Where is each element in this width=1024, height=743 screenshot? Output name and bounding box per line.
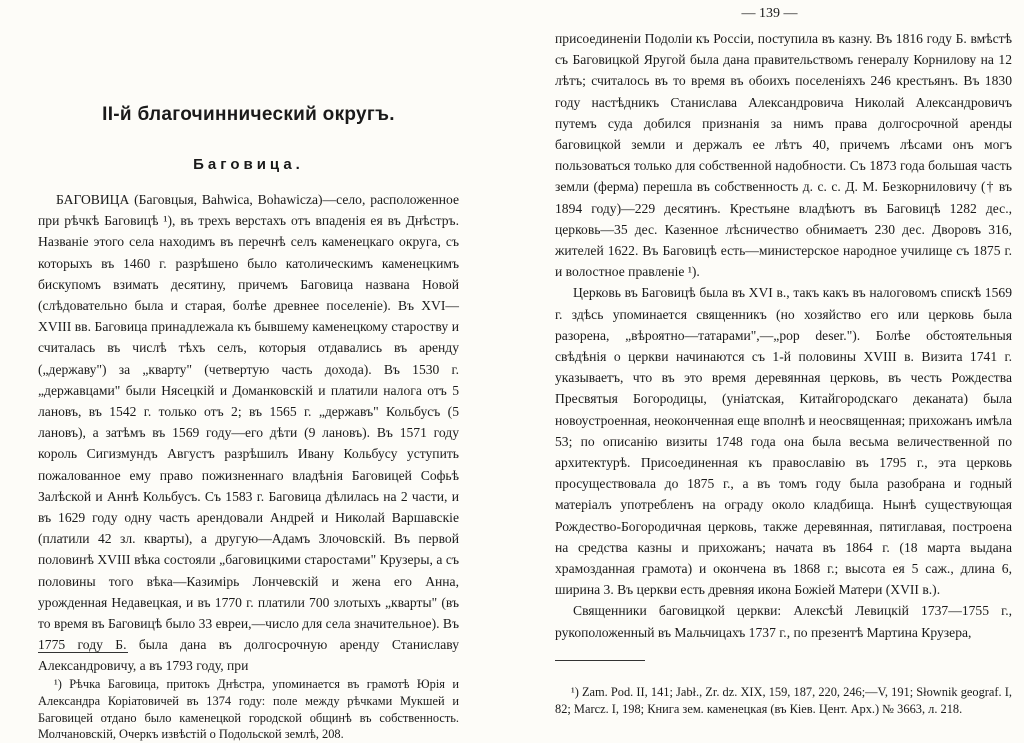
- section-heading: II-й благочиннический округъ.: [102, 104, 395, 125]
- right-page: [515, 0, 1024, 716]
- right-footnote: ¹) Zam. Pod. II, 141; Jabł., Zr. dz. XIX, 159, 187, 220, 246;—V, 191; Słownik geograf. I, 82; Marcz. I, 198; Книга зем. каменецкая (въ Кіев. Цент. Арх.) № 3663, л. 218.: [555, 685, 1012, 716]
- right-body-paragraph-1: присоединеніи Подоліи къ Россіи, поступила въ казну. Въ 1816 году Б. вмѣстѣ съ Баговицкой Яругой была дана правительствомъ генералу Корнилову на 12 лѣтъ; считалось въ то время въ обоихъ поселеніяхъ 246 крестьянъ. Въ 1830 году настѣдникъ Станислава Александровича Николай Александровичъ путемъ суда добился признанія за нимъ права долгосрочной аренды баговицкой земли и держалъ ее лѣтъ 40, причемъ лѣсами онъ могъ пользоваться только для собственной надобности. Съ 1873 года большая часть земли (ферма) перешла въ собственность д. с. с. Д. М. Безкорниловичу († въ 1894 году)—229 десятинъ. Крестьяне владѣютъ въ Баговицѣ 1282 дес., церковь—35 дес. Казенное лѣсничество обнимаетъ 230 дес. Дворовъ 316, жителей 1622. Въ Баговицѣ есть—министерское народное училище съ 1875 г. и волостное правленіе ¹).: [555, 31, 1012, 280]
- page-number: — 139 —: [741, 6, 798, 21]
- footnote-rule: [555, 660, 645, 661]
- village-heading: Баговица.: [193, 156, 304, 173]
- footnote-rule: [38, 652, 128, 653]
- left-footnote: ¹) Рѣчка Баговица, притокъ Днѣстра, упоминается въ грамотѣ Юрія и Александра Коріатовичей въ 1374 году: поле между рѣчками Мукшей и Баговицей отдано было каменецкой городской общинѣ въ собственность. Молчановскій, Очеркъ извѣстій о Подольской землѣ, 208.: [38, 677, 459, 742]
- left-body-text: БАГОВИЦА (Баговцыя, Bahwica, Bohawicza)—село, расположенное при рѣчкѣ Баговицѣ ¹), въ трехъ верстахъ отъ впаденія ея въ Днѣстръ. Названіе этого села находимъ въ перечнѣ селъ каменецкаго округа, съ которыхъ въ 1460 г. разрѣшено было католическимъ каменецкимъ бискупомъ взимать десятину, причемъ Баговица названа Новой (слѣдовательно была и старая, болѣе древнее поселеніе). Въ XVI—XVIII вв. Баговица принадлежала къ бывшему каменецкому староству и считалась въ числѣ тѣхъ селъ, которыя отдавались въ аренду („державу") за „кварту" (четвертую часть дохода). Въ 1530 г. „державцами" были Нясецкій и Доманковскій и платили налога отъ 5 лановъ, въ 1542 г. только отъ 2; въ 1565 г. „державъ" Кольбусъ (5 лановъ), а затѣмъ въ 1569 году—его дѣти (9 лановъ). Въ 1571 году король Сигизмундъ Августъ разрѣшилъ Ивану Кольбусу уступить пожалованное ему право пожизненнаго владѣнія Баговицей Софьѣ Залѣской и Аннѣ Кольбусъ. Съ 1583 г. Баговица дѣлилась на 2 части, и въ 1629 году одну часть арендовали Андрей и Николай Варшавскіе (платили 42 зл. кварты), а другую—Адамъ Злочовскій. Въ первой половинѣ XVIII вѣка состояли „баговицкими старостами" Крузеры, а съ половины того вѣка—Казимірь Лончевскій и жена его Анна, урожденная Недавецкая, и въ 1770 г. платили 700 злотыхъ „кварты" (въ то время въ Баговицѣ было 33 евреи,—число для села значительное). Въ 1775 году Б. была дана въ долгосрочную аренду Станиславу Александровичу, а въ 1793 году, при: [38, 192, 459, 674]
- right-body-paragraph-2: Церковь въ Баговицѣ была въ XVI в., такъ какъ въ налоговомъ спискѣ 1569 г. здѣсь упоминается священникъ (но хозяйство его или церковь была разорена, „вѣроятно—татарами",—„pop deser."). Болѣе обстоятельныя свѣдѣнія о церкви начинаются съ 1-й половины XVIII в. Визита 1741 г. указываетъ, что въ это время деревянная церковь, въ честь Рождества Пресвятыя Богородицы, (уніатская, Китайгородскаго деканата) была новоустроенная, неоконченная еще вполнѣ и неосвященная; прихожанъ имѣла 53; по описанію визиты 1748 года она была весьма величественной по архитектурѣ. Присоединенная къ православію въ 1795 г., эта церковь просуществовала до 1875 г., а въ томъ году была разобрана и годный матеріалъ употребленъ на ограду около кладбища. Нынѣ существующая Рождество-Богородичная церковь, также деревянная, пятиглавая, построена на средства казны и прихожанъ; начата въ 1864 г. (18 марта выдана храмозданная грамота) и окончена въ 1868 г.; высота ея 5 саж., длина 6, ширина 3. Въ церкви есть древняя икона Божіей Матери (XVII в.).: [555, 285, 1012, 598]
- right-body-paragraph-3: Священники баговицкой церкви: Алексѣй Левицкій 1737—1755 г., рукоположенный въ Мальчицахъ 1737 г., по презентѣ Мартина Крузера,: [555, 603, 1012, 640]
